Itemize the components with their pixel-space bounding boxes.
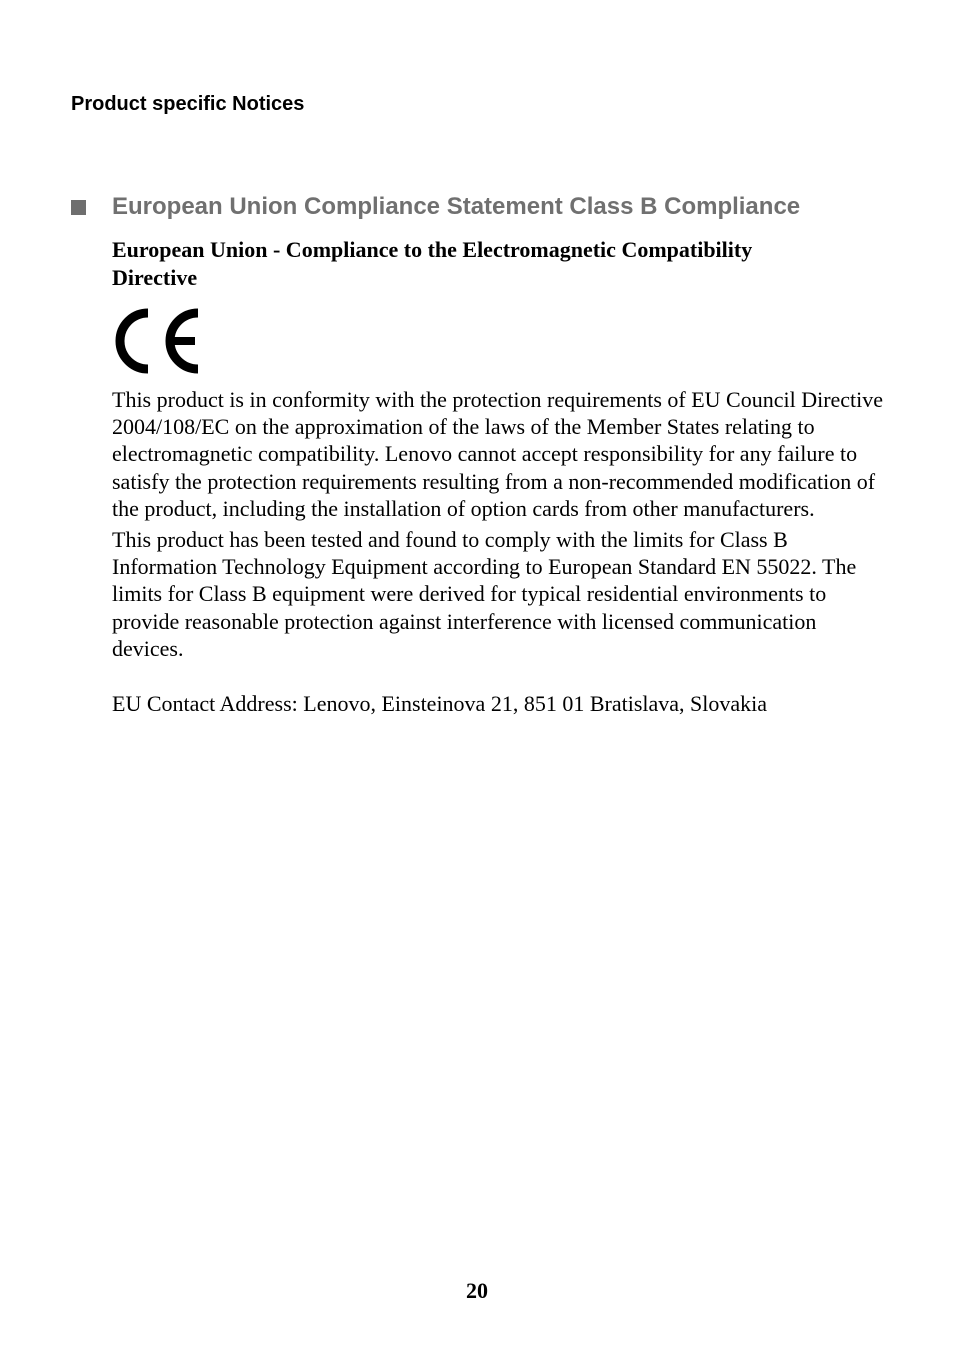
page-number: 20 [466, 1278, 488, 1303]
section-content [112, 236, 892, 717]
directive-subheading: European Union - Compliance to the Electromagnetic Compatibility Directive [112, 237, 753, 290]
contact-address: EU Contact Address: Lenovo, Einsteinova 21, 851 01 Bratislava, Slovakia [112, 691, 768, 717]
ce-mark-logo [112, 308, 204, 374]
section-title: European Union Compliance Statement Class B Compliance [112, 193, 801, 220]
conformity-paragraph: This product is in conformity with the protection requirements of EU Council Directive 2004/108/EC on the approximation of the laws of the Member States relating to electromagnetic compatibility. Lenovo cannot accept responsibility for any failure to satisfy the protection requirements resulting from a non-recommended modification of the product, including the installation of option cards from other manufacturers. [112, 387, 884, 521]
testing-paragraph: This product has been tested and found to comply with the limits for Class B Information Technology Equipment according to European Standard EN 55022. The limits for Class B equipment were derived for typical residential environments to provide reasonable protection against interference with licensed communication devices. [112, 527, 857, 661]
running-header: Product specific Notices [71, 93, 305, 115]
section-heading-row [71, 191, 800, 223]
square-bullet-icon [71, 200, 86, 215]
